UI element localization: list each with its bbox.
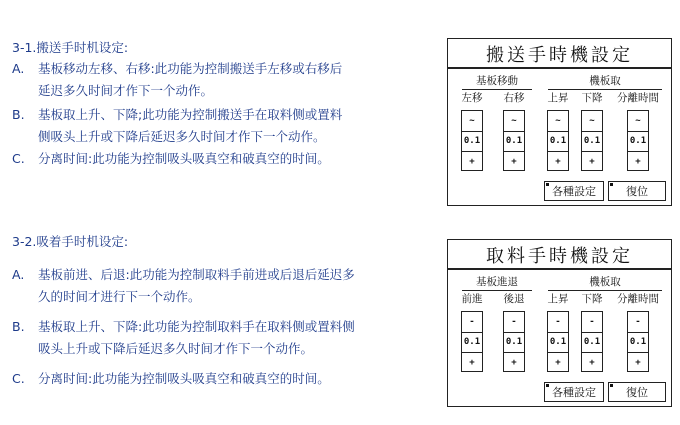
timer-stepper-down[interactable] xyxy=(581,311,603,372)
settings-button-label: 各種設定 xyxy=(552,386,596,399)
panel-title: 取料手時機設定 xyxy=(486,246,633,267)
item-label: A. xyxy=(12,61,25,76)
increment-button[interactable]: + xyxy=(635,156,641,167)
item-line1: 基板前进、后退:此功能为控制取料手前进或后退后延迟多 xyxy=(38,267,355,282)
settings-button-label: 各種設定 xyxy=(552,185,596,198)
section-2-item-a xyxy=(12,264,432,308)
settings-button[interactable] xyxy=(544,382,604,402)
decrement-button[interactable]: ~ xyxy=(582,111,602,132)
group-label-right: 機板取 xyxy=(548,274,662,289)
item-line2: 吸头上升或下降后延迟多久时间才作下一个动作。 xyxy=(38,341,314,356)
item-line1: 基板移动左移、右移:此功能为控制搬送手左移或右移后 xyxy=(38,61,343,76)
increment-button[interactable]: + xyxy=(555,156,561,167)
item-line2: 延迟多久时间才作下一个动作。 xyxy=(38,83,214,98)
column-label: 後退 xyxy=(503,293,525,305)
column-label: 下降 xyxy=(581,293,603,305)
item-line1: 基板取上升、下降;此功能为控制搬送手在取料侧或置料 xyxy=(38,107,343,122)
panel-transfer-hand-timing xyxy=(447,38,672,206)
item-line2: 久的时间才进行下一个动作。 xyxy=(38,289,201,304)
item-line1: 分离时间:此功能为控制吸头吸真空和破真空的时间。 xyxy=(38,151,330,166)
decrement-button[interactable]: ~ xyxy=(462,111,482,132)
settings-button[interactable] xyxy=(544,181,604,201)
timer-stepper-separation[interactable] xyxy=(627,311,649,372)
increment-button[interactable]: + xyxy=(511,156,517,167)
timer-stepper-separation[interactable] xyxy=(627,110,649,171)
increment-button[interactable]: + xyxy=(589,156,595,167)
item-label: A. xyxy=(12,267,25,282)
timer-stepper-down[interactable] xyxy=(581,110,603,171)
divider xyxy=(448,67,671,69)
reset-button-label: 復位 xyxy=(626,185,648,198)
item-label: B. xyxy=(12,319,25,334)
reset-button[interactable] xyxy=(608,181,666,201)
section-2-item-c xyxy=(12,368,432,390)
section-1-item-c xyxy=(12,148,432,170)
timer-value[interactable]: 0.1 xyxy=(548,333,568,354)
timer-value[interactable]: 0.1 xyxy=(462,132,482,153)
item-label: C. xyxy=(12,151,25,166)
timer-stepper-backward[interactable] xyxy=(503,311,525,372)
decrement-button[interactable]: ~ xyxy=(548,111,568,132)
column-label: 分離時間 xyxy=(617,293,659,305)
group-label-right: 機板取 xyxy=(548,73,662,88)
timer-value[interactable]: 0.1 xyxy=(582,333,602,354)
decrement-button[interactable]: - xyxy=(548,312,568,333)
column-label: 下降 xyxy=(581,92,603,104)
column-label: 前進 xyxy=(461,293,483,305)
panel-title: 搬送手時機設定 xyxy=(486,45,633,66)
increment-button[interactable]: + xyxy=(469,357,475,368)
timer-value[interactable]: 0.1 xyxy=(628,132,648,153)
group-label-left: 基板移動 xyxy=(462,73,532,88)
decrement-button[interactable]: ~ xyxy=(504,111,524,132)
panel-pickup-hand-timing xyxy=(447,239,672,407)
column-label: 右移 xyxy=(503,92,525,104)
decrement-button[interactable]: - xyxy=(628,312,648,333)
item-line2: 侧吸头上升或下降后延迟多久时间才作下一个动作。 xyxy=(38,129,326,144)
timer-stepper-up[interactable] xyxy=(547,311,569,372)
timer-value[interactable]: 0.1 xyxy=(504,333,524,354)
section-1-item-a xyxy=(12,58,432,102)
item-line1: 基板取上升、下降:此功能为控制取料手在取料侧或置料侧 xyxy=(38,319,355,334)
section-1-title: 3-1.搬送手时机设定: xyxy=(12,40,129,55)
column-label: 左移 xyxy=(461,92,483,104)
column-label: 分離時間 xyxy=(617,92,659,104)
timer-value[interactable]: 0.1 xyxy=(582,132,602,153)
increment-button[interactable]: + xyxy=(511,357,517,368)
reset-button[interactable] xyxy=(608,382,666,402)
decrement-button[interactable]: ~ xyxy=(628,111,648,132)
increment-button[interactable]: + xyxy=(589,357,595,368)
corner-dot-icon xyxy=(546,384,549,387)
column-label: 上昇 xyxy=(547,92,569,104)
timer-stepper-up[interactable] xyxy=(547,110,569,171)
increment-button[interactable]: + xyxy=(555,357,561,368)
timer-stepper-forward[interactable] xyxy=(461,311,483,372)
corner-dot-icon xyxy=(546,183,549,186)
section-2-item-b xyxy=(12,316,432,360)
reset-button-label: 復位 xyxy=(626,386,648,399)
section-1-item-b xyxy=(12,104,432,148)
decrement-button[interactable]: - xyxy=(462,312,482,333)
timer-stepper-right[interactable] xyxy=(503,110,525,171)
timer-value[interactable]: 0.1 xyxy=(548,132,568,153)
increment-button[interactable]: + xyxy=(635,357,641,368)
item-label: B. xyxy=(12,107,25,122)
decrement-button[interactable]: - xyxy=(582,312,602,333)
corner-dot-icon xyxy=(610,384,613,387)
corner-dot-icon xyxy=(610,183,613,186)
decrement-button[interactable]: - xyxy=(504,312,524,333)
group-label-left: 基板進退 xyxy=(462,274,532,289)
section-2-title: 3-2.吸着手时机设定: xyxy=(12,234,129,249)
timer-stepper-left[interactable] xyxy=(461,110,483,171)
divider xyxy=(448,268,671,270)
item-line1: 分离时间:此功能为控制吸头吸真空和破真空的时间。 xyxy=(38,371,330,386)
timer-value[interactable]: 0.1 xyxy=(628,333,648,354)
timer-value[interactable]: 0.1 xyxy=(504,132,524,153)
column-label: 上昇 xyxy=(547,293,569,305)
increment-button[interactable]: + xyxy=(469,156,475,167)
item-label: C. xyxy=(12,371,25,386)
timer-value[interactable]: 0.1 xyxy=(462,333,482,354)
